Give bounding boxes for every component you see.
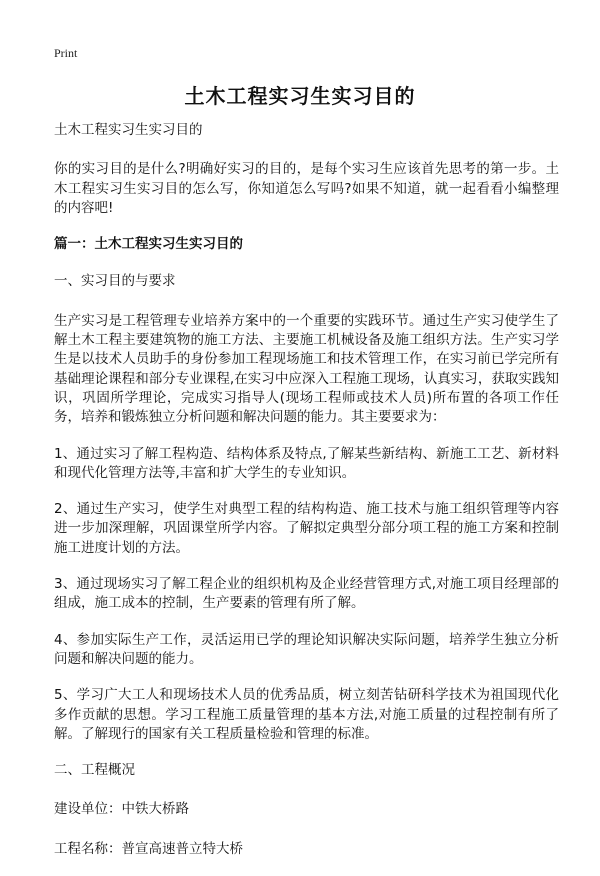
construction-unit: 建设单位：中铁大桥路 xyxy=(54,801,189,818)
requirement-item-1: 1、通过实习了解工程构造、结构体系及特点,了解某些新结构、新施工工艺、新材料和现代化管理方法等,丰富和扩大学生的专业知识。 xyxy=(54,445,559,481)
section1-body: 生产实习是工程管理专业培养方案中的一个重要的实践环节。通过生产实习使学生了解土木工程主要建筑物的施工方法、主要施工机械设备及施工组织方法。生产实习学生是以技术人员助手的身份参加工程现场施工和技术管理工作，在实习前已学完所有基础理论课程和部分专业课程,在实习中应深入工程施工现场，认真实习，获取实践知识，巩固所学理论，完成实习指导人(现场工程师或技术人员)所布置的各项工作任务，培养和锻炼独立分析问题和解决问题的能力。其主要要求为： xyxy=(54,312,559,426)
page-title: 土木工程实习生实习目的 xyxy=(184,84,416,108)
project-name: 工程名称：普宣高速普立特大桥 xyxy=(54,840,243,857)
section1-heading: 一、实习目的与要求 xyxy=(54,273,176,290)
print-label: Print xyxy=(54,46,78,60)
requirement-item-5: 5、学习广大工人和现场技术人员的优秀品质，树立刻苦钻研科学技术为祖国现代化多作贡献的思想。学习工程施工质量管理的基本方法,对施工质量的过程控制有所了解。了解现行的国家有关工程质量检验和管理的标准。 xyxy=(54,687,559,742)
document-body xyxy=(54,121,559,876)
requirement-item-2: 2、通过生产实习，使学生对典型工程的结构构造、施工技术与施工组织管理等内容进一步加深理解，巩固课堂所学内容。了解拟定典型分部分项工程的施工方案和控制施工进度计划的方法。 xyxy=(54,501,559,556)
section2-heading: 二、工程概况 xyxy=(54,762,135,779)
part-heading: 篇一：土木工程实习生实习目的 xyxy=(54,236,243,253)
intro-paragraph: 你的实习目的是什么?明确好实习的目的，是每个实习生应该首先思考的第一步。土木工程实习生实习目的怎么写，你知道怎么写吗?如果不知道，就一起看看小编整理的内容吧! xyxy=(54,161,559,216)
requirement-item-3: 3、通过现场实习了解工程企业的组织机构及企业经营管理方式,对施工项目经理部的组成，施工成本的控制，生产要素的管理有所了解。 xyxy=(54,576,559,612)
requirement-item-4: 4、参加实际生产工作，灵活运用已学的理论知识解决实际问题，培养学生独立分析问题和解决问题的能力。 xyxy=(54,631,559,667)
document-subtitle: 土木工程实习生实习目的 xyxy=(54,122,203,138)
